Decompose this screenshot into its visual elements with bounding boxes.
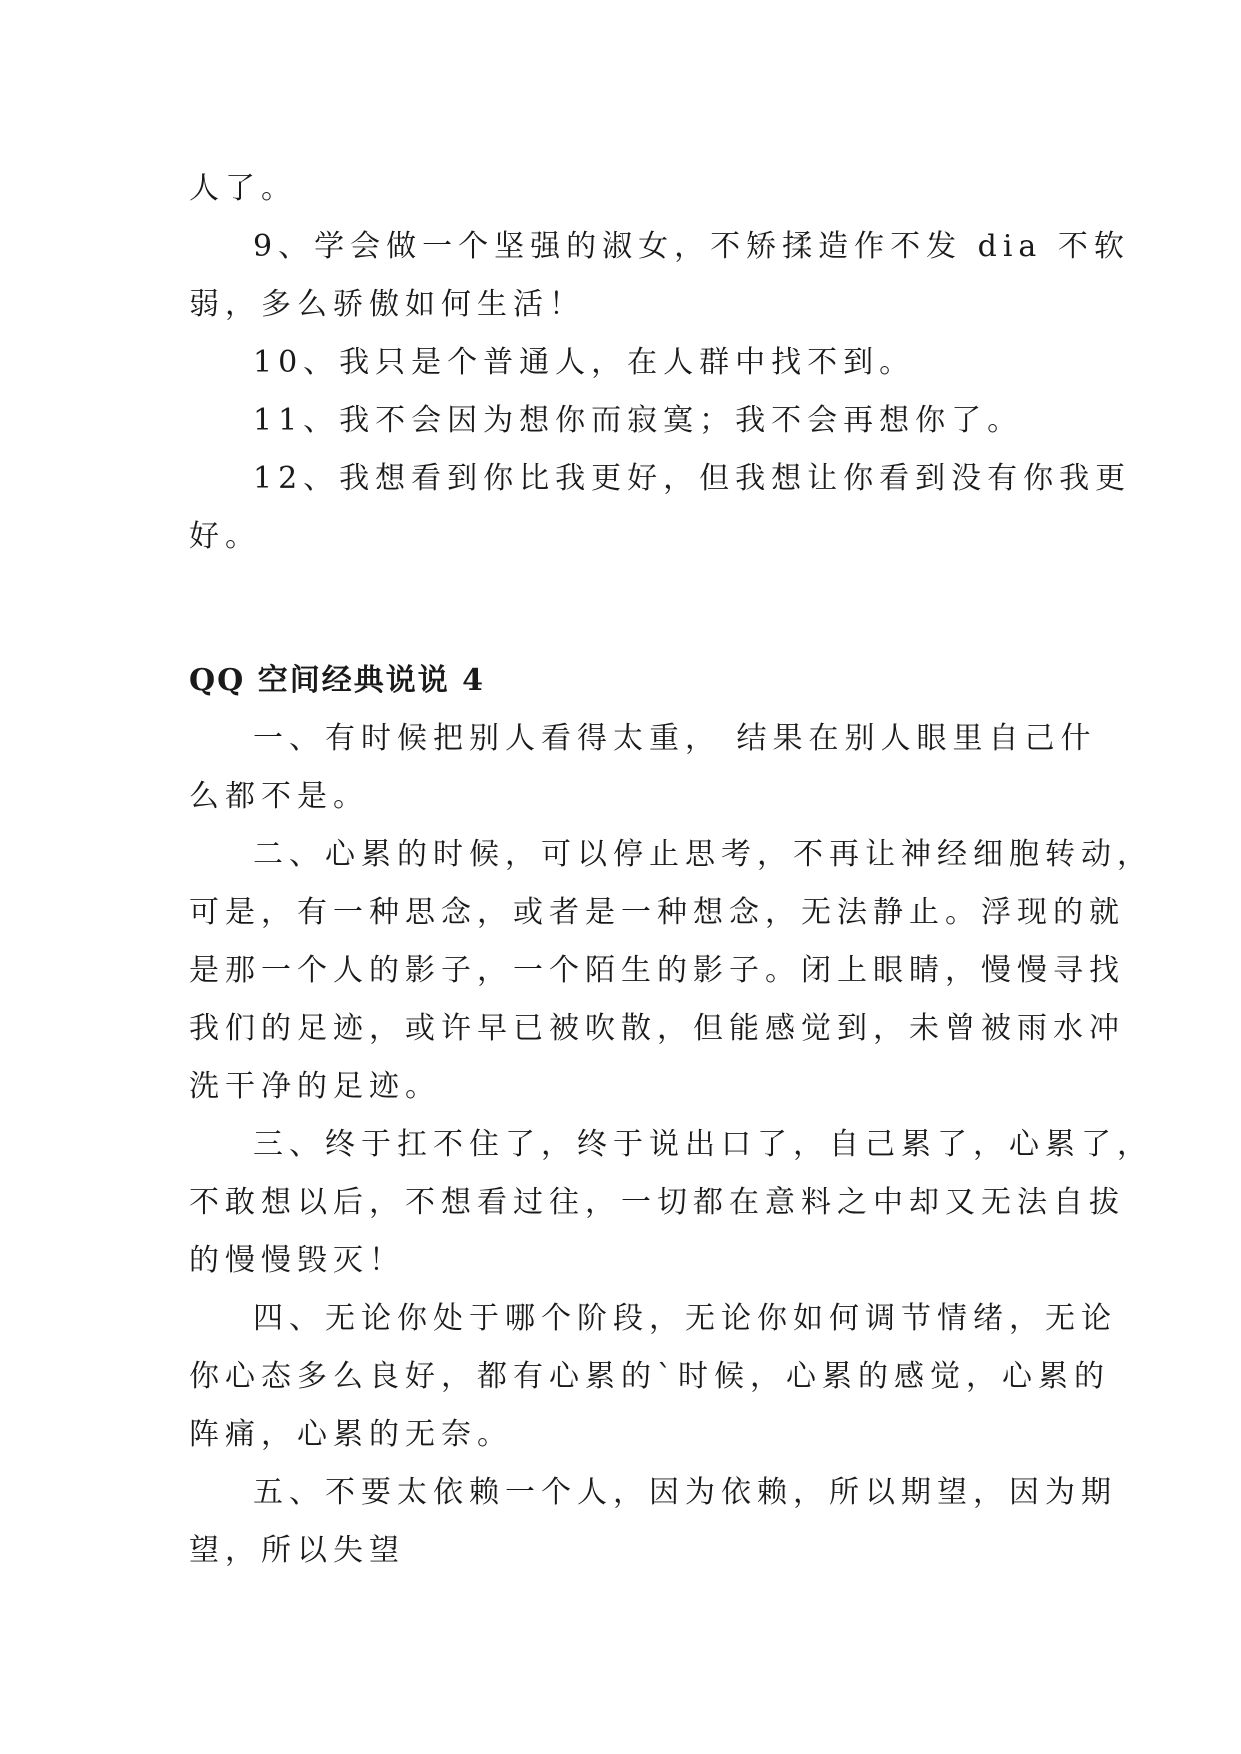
paragraph-line: 不敢想以后，不想看过往，一切都在意料之中却又无法自拔 <box>189 1185 1125 1220</box>
paragraph-line: 望，所以失望 <box>189 1533 405 1568</box>
paragraph <box>189 334 1049 392</box>
paragraph <box>189 1290 1117 1464</box>
paragraph-line: 洗干净的足迹。 <box>189 1069 441 1104</box>
paragraph-line: 么都不是。 <box>189 779 369 814</box>
paragraph-line: 我们的足迹，或许早已被吹散，但能感觉到，未曾被雨水冲 <box>189 1011 1125 1046</box>
paragraph-line: 12、我想看到你比我更好，但我想让你看到没有你我更 <box>253 461 1132 496</box>
paragraph-line: 一、有时候把别人看得太重， 结果在别人眼里自己什 <box>253 721 1097 756</box>
paragraph <box>189 710 1097 826</box>
paragraph-line: 四、无论你处于哪个阶段，无论你如何调节情绪，无论 <box>253 1301 1117 1336</box>
paragraph <box>189 1116 1153 1290</box>
paragraph-line: 你心态多么良好，都有心累的`时候，心累的感觉，心累的 <box>189 1359 1110 1394</box>
document-body <box>189 160 1153 1580</box>
paragraph-line: 11、我不会因为想你而寂寞；我不会再想你了。 <box>253 403 1024 438</box>
paragraph-line: 弱，多么骄傲如何生活！ <box>189 287 585 322</box>
paragraph <box>189 450 1132 566</box>
paragraph-line: 五、不要太依赖一个人，因为依赖，所以期望，因为期 <box>253 1475 1117 1510</box>
paragraph <box>189 218 1130 334</box>
paragraph <box>189 160 1049 218</box>
paragraph <box>189 1464 1117 1580</box>
paragraph-line: 是那一个人的影子，一个陌生的影子。闭上眼睛，慢慢寻找 <box>189 953 1125 988</box>
paragraph-line: 好。 <box>189 519 261 554</box>
bottom-paragraphs <box>189 710 1153 1580</box>
paragraph-line: 的慢慢毁灭！ <box>189 1243 405 1278</box>
paragraph-line: 10、我只是个普通人，在人群中找不到。 <box>253 345 916 380</box>
section-title: QQ 空间经典说说 4 <box>189 663 486 698</box>
paragraph-line: 二、心累的时候，可以停止思考，不再让神经细胞转动， <box>253 837 1153 872</box>
paragraph-line: 阵痛，心累的无奈。 <box>189 1417 513 1452</box>
paragraph-line: 可是，有一种思念，或者是一种想念，无法静止。浮现的就 <box>189 895 1125 930</box>
paragraph <box>189 826 1153 1116</box>
paragraph-line: 三、终于扛不住了，终于说出口了，自己累了，心累了， <box>253 1127 1153 1162</box>
top-paragraphs <box>189 160 1132 566</box>
paragraph-line: 9、学会做一个坚强的淑女，不矫揉造作不发 dia 不软 <box>253 229 1130 264</box>
paragraph-line: 人了。 <box>189 171 297 206</box>
paragraph <box>189 392 1049 450</box>
